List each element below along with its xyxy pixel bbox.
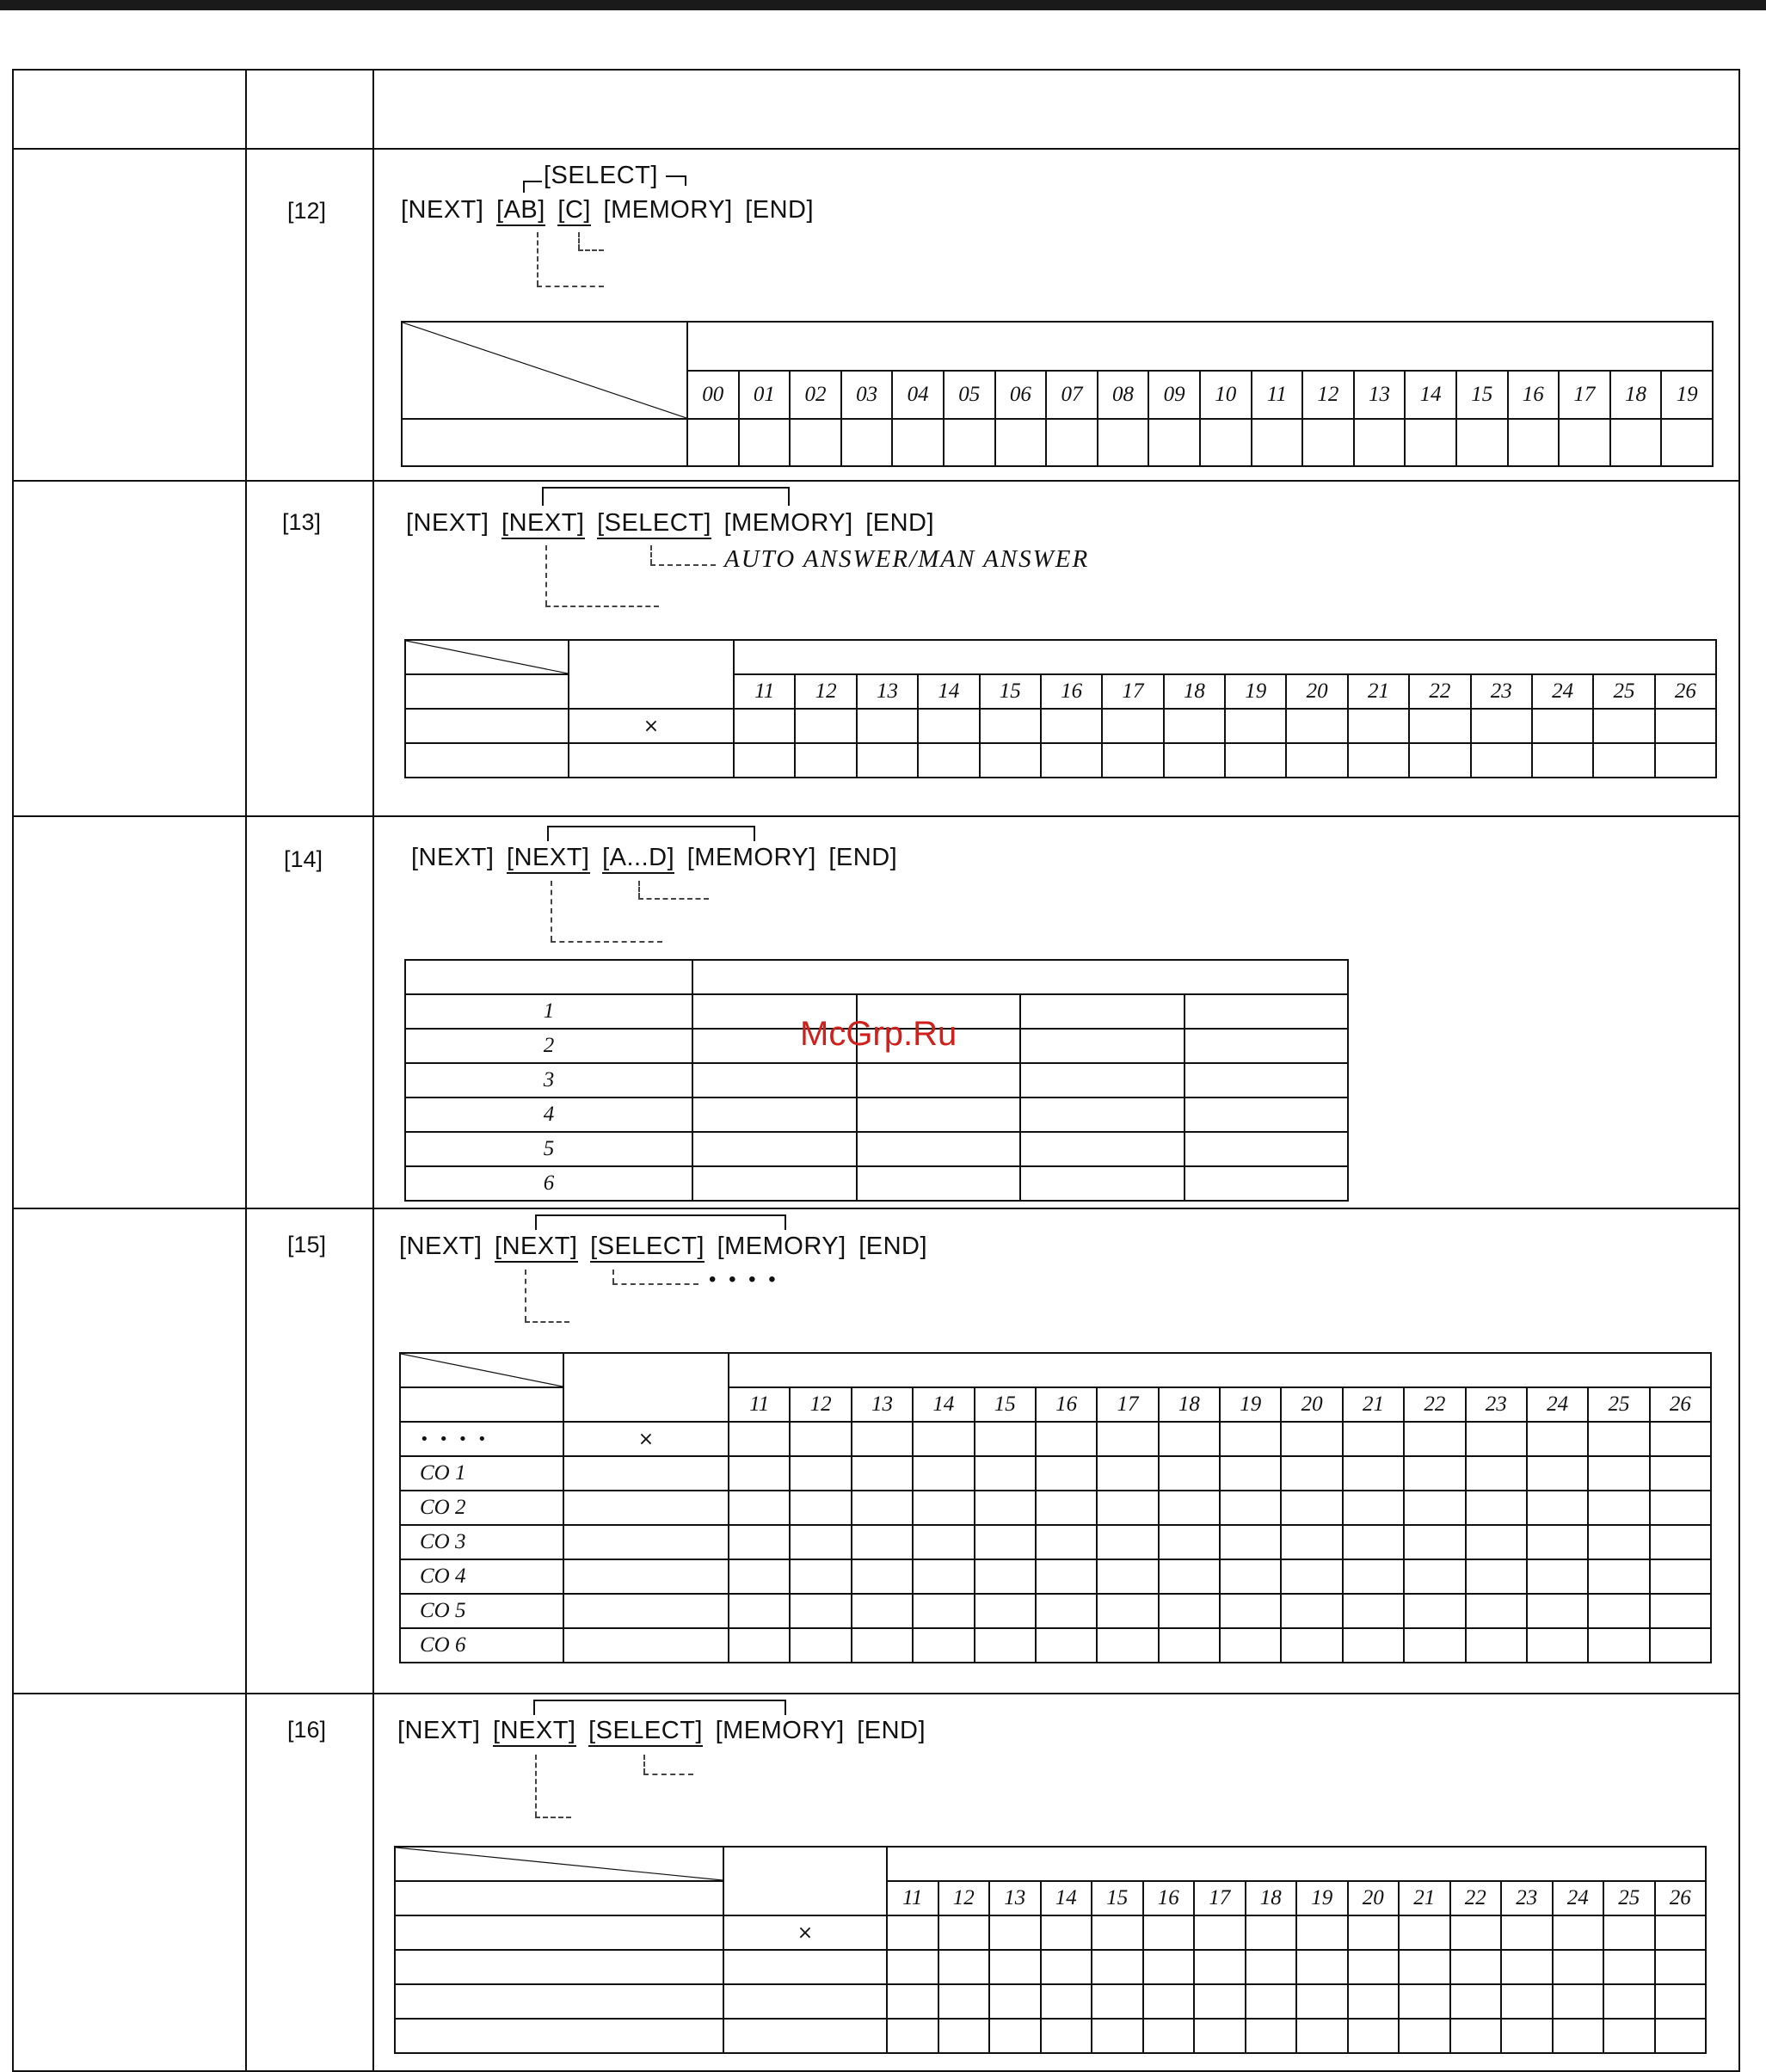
next-leader-v-14 (551, 881, 552, 941)
ab-leader-h (537, 286, 604, 287)
group-header-cell (692, 960, 1348, 994)
key-sequence-14 (411, 844, 902, 874)
col-header: 26 (1655, 1881, 1707, 1915)
key-memory: [MEMORY] (715, 1717, 845, 1744)
row-divider-14 (12, 1208, 1740, 1209)
col-header: 14 (1405, 371, 1456, 419)
key-sequence-12 (401, 196, 819, 226)
col-header: 24 (1553, 1881, 1604, 1915)
select-label-12: [SELECT] (544, 162, 658, 189)
row-label: CO 6 (400, 1628, 563, 1663)
loop-arrow-right-13 (788, 487, 790, 506)
key-c: [C] (557, 196, 591, 226)
diagonal-header-cell (395, 1847, 723, 1881)
table-row (395, 1950, 1706, 1984)
key-ab: [AB] (496, 196, 545, 226)
key-next: [NEXT] (411, 844, 495, 871)
col-header: 13 (852, 1387, 913, 1422)
key-end: [END] (745, 196, 815, 224)
header-cell (405, 674, 569, 709)
diagonal-header-cell (400, 1353, 563, 1387)
col-header: 20 (1348, 1881, 1400, 1915)
row-divider-13 (12, 815, 1740, 817)
header-cell (405, 960, 692, 994)
col-header: 16 (1036, 1387, 1097, 1422)
col-header: 18 (1246, 1881, 1297, 1915)
table-15 (399, 1352, 1712, 1663)
ad-leader-h-14 (638, 898, 709, 900)
row-divider-12 (12, 480, 1740, 482)
row-label: CO 2 (400, 1491, 563, 1525)
diagonal-header-cell (402, 322, 687, 419)
key-sequence-15 (399, 1233, 932, 1263)
table-row (405, 709, 1716, 743)
next-leader-h-13 (545, 606, 659, 607)
key-end: [END] (857, 1717, 926, 1744)
step-label-16: [16] (287, 1717, 327, 1743)
col-header: 17 (1559, 371, 1610, 419)
group-header-cell (887, 1847, 1706, 1881)
next-leader-v-13 (545, 545, 547, 606)
col-header: 02 (790, 371, 841, 419)
col-header: 25 (1593, 674, 1654, 709)
col-header: 19 (1296, 1881, 1348, 1915)
key-next: [NEXT] (493, 1717, 575, 1747)
key-select: [SELECT] (597, 509, 711, 539)
row-divider-15 (12, 1693, 1740, 1694)
select-leader-v-13 (650, 545, 652, 564)
table-row (395, 1984, 1706, 2019)
row-label: 4 (405, 1097, 692, 1132)
step-label-14: [14] (284, 846, 323, 872)
table-row (400, 1456, 1711, 1491)
table-16 (394, 1846, 1707, 2054)
col-header: 19 (1661, 371, 1713, 419)
key-sequence-13 (406, 509, 939, 539)
row-label: 5 (405, 1132, 692, 1166)
col-header: 11 (1252, 371, 1303, 419)
select-leader-v-16 (643, 1755, 645, 1774)
header-row-divider (12, 148, 1740, 150)
col-header: 15 (1456, 371, 1508, 419)
select-bracket-right (666, 175, 685, 177)
col-header: 16 (1041, 674, 1102, 709)
row-label-cell (402, 419, 687, 466)
header-cell (563, 1353, 729, 1422)
col-header: 21 (1343, 1387, 1404, 1422)
default-mark: × (569, 709, 734, 743)
loop-arrow-left-16 (533, 1700, 535, 1715)
step-label-15: [15] (287, 1232, 327, 1257)
step-label-12: [12] (287, 198, 327, 224)
loop-arrow-left-13 (542, 487, 544, 506)
col-header: 19 (1220, 1387, 1281, 1422)
default-mark: × (723, 1915, 887, 1950)
table-row (402, 419, 1713, 466)
col-header: 22 (1450, 1881, 1502, 1915)
loop-arrow-left-14 (547, 826, 549, 841)
col-header: 19 (1225, 674, 1286, 709)
row-label: 1 (405, 994, 692, 1029)
col-header: 21 (1348, 674, 1409, 709)
header-cell (395, 1881, 723, 1915)
col-header: 08 (1098, 371, 1149, 419)
col-header: 21 (1399, 1881, 1450, 1915)
key-memory: [MEMORY] (686, 844, 816, 871)
col-header: 12 (795, 674, 856, 709)
row-label: CO 5 (400, 1594, 563, 1628)
col-header: 11 (887, 1881, 938, 1915)
step-label-13: [13] (282, 509, 322, 535)
table-row (405, 1132, 1348, 1166)
key-memory: [MEMORY] (723, 509, 853, 537)
col-header: 20 (1286, 674, 1347, 709)
col-header: 01 (739, 371, 791, 419)
col-header: 11 (734, 674, 795, 709)
col-header: 14 (913, 1387, 974, 1422)
col-header: 20 (1281, 1387, 1342, 1422)
col-header: 18 (1159, 1387, 1220, 1422)
loop-arrow-right-14 (754, 826, 755, 841)
row-label: 6 (405, 1166, 692, 1201)
next-leader-v-15 (525, 1270, 526, 1321)
table-row (400, 1491, 1711, 1525)
col-header: 24 (1527, 1387, 1588, 1422)
key-sequence-16 (397, 1717, 931, 1747)
key-memory: [MEMORY] (603, 196, 733, 224)
column-header-row-16 (395, 1881, 1706, 1915)
col-header: 10 (1200, 371, 1252, 419)
col-header: 18 (1164, 674, 1225, 709)
key-next: [NEXT] (399, 1233, 483, 1260)
key-end: [END] (858, 1233, 928, 1260)
select-leader-h-16 (643, 1774, 693, 1775)
col-header: 00 (687, 371, 739, 419)
group-header-cell (729, 1353, 1711, 1387)
col-header: 04 (892, 371, 944, 419)
col-header: 13 (989, 1881, 1041, 1915)
col-header: 09 (1148, 371, 1200, 419)
col-header: 22 (1404, 1387, 1465, 1422)
default-mark: × (563, 1422, 729, 1456)
loop-arrow-right-15 (785, 1214, 786, 1230)
col-header: 14 (1041, 1881, 1092, 1915)
table-row (405, 1063, 1348, 1097)
table-14 (404, 959, 1349, 1202)
loop-arrow-top-15 (535, 1214, 785, 1216)
loop-arrow-right-16 (785, 1700, 786, 1715)
group-header-cell (687, 322, 1713, 371)
col-header: 16 (1508, 371, 1560, 419)
table-12 (401, 321, 1714, 467)
row-label: CO 3 (400, 1525, 563, 1559)
row-label: CO 4 (400, 1559, 563, 1594)
select-leader-h-13 (650, 564, 716, 566)
col-header: 26 (1650, 1387, 1711, 1422)
next-leader-h-15 (525, 1321, 569, 1323)
col-header: 16 (1143, 1881, 1195, 1915)
col-header: 12 (790, 1387, 851, 1422)
top-rule (0, 0, 1766, 10)
select-options-dots-15: • • • • (709, 1268, 779, 1291)
c-leader-v (578, 232, 580, 249)
table-row (405, 1097, 1348, 1132)
row-label: • • • • (400, 1422, 563, 1456)
col-header: 06 (995, 371, 1047, 419)
select-bracket-left-tick (523, 181, 525, 193)
table-row (400, 1594, 1711, 1628)
ad-leader-v-14 (638, 881, 640, 898)
table-row (405, 1166, 1348, 1201)
table-row (400, 1628, 1711, 1663)
key-end: [END] (828, 844, 898, 871)
table-row (395, 1915, 1706, 1950)
key-next: [NEXT] (501, 509, 584, 539)
loop-arrow-left-15 (535, 1214, 537, 1230)
next-leader-h-14 (551, 941, 662, 943)
col-header: 23 (1501, 1881, 1553, 1915)
col-header: 23 (1466, 1387, 1527, 1422)
table-row (395, 2019, 1706, 2053)
select-leader-v-15 (612, 1270, 614, 1283)
key-a-d: [A...D] (602, 844, 674, 874)
col-header: 24 (1532, 674, 1593, 709)
watermark: McGrp.Ru (800, 1015, 957, 1053)
header-cell (723, 1847, 887, 1915)
ab-leader-v (537, 232, 538, 286)
group-header-cell (734, 640, 1716, 674)
key-next: [NEXT] (495, 1233, 577, 1263)
row-label: CO 1 (400, 1456, 563, 1491)
col-header: 12 (1302, 371, 1354, 419)
loop-arrow-top-16 (533, 1700, 785, 1701)
key-next: [NEXT] (401, 196, 484, 224)
col-header: 15 (980, 674, 1041, 709)
col-header: 05 (944, 371, 995, 419)
col-header: 26 (1655, 674, 1716, 709)
col-header: 25 (1603, 1881, 1655, 1915)
key-next: [NEXT] (507, 844, 589, 874)
next-leader-h-16 (535, 1817, 571, 1818)
col-header: 12 (938, 1881, 990, 1915)
table-row (400, 1559, 1711, 1594)
key-next: [NEXT] (397, 1717, 481, 1744)
select-leader-h-15 (612, 1283, 698, 1285)
col-header: 23 (1471, 674, 1532, 709)
col-header: 17 (1097, 1387, 1158, 1422)
col-header: 25 (1588, 1387, 1649, 1422)
column-divider-1 (245, 69, 247, 2072)
col-header: 15 (975, 1387, 1036, 1422)
col-header: 18 (1610, 371, 1662, 419)
col-header: 13 (1354, 371, 1406, 419)
loop-arrow-top-13 (542, 487, 788, 489)
select-bracket-left (523, 181, 542, 182)
key-end: [END] (865, 509, 935, 537)
table-row (405, 743, 1716, 778)
select-options-note-13: AUTO ANSWER/MAN ANSWER (724, 545, 1090, 573)
col-header: 22 (1409, 674, 1470, 709)
select-bracket-right-tick (685, 175, 686, 186)
col-header: 17 (1194, 1881, 1246, 1915)
header-cell (569, 640, 734, 709)
col-header: 03 (841, 371, 893, 419)
table-row (400, 1422, 1711, 1456)
key-select: [SELECT] (588, 1717, 703, 1747)
row-label: 3 (405, 1063, 692, 1097)
key-memory: [MEMORY] (717, 1233, 846, 1260)
table-row (400, 1525, 1711, 1559)
col-header: 17 (1102, 674, 1163, 709)
col-header: 14 (918, 674, 979, 709)
key-next: [NEXT] (406, 509, 489, 537)
col-header: 13 (857, 674, 918, 709)
key-select: [SELECT] (590, 1233, 705, 1263)
col-header: 11 (729, 1387, 790, 1422)
next-leader-v-16 (535, 1755, 537, 1817)
col-header: 07 (1046, 371, 1098, 419)
column-divider-2 (372, 69, 374, 2072)
table-13 (404, 639, 1717, 778)
c-leader-h (578, 249, 604, 251)
loop-arrow-top-14 (547, 826, 754, 827)
row-label: 2 (405, 1029, 692, 1063)
col-header: 15 (1092, 1881, 1143, 1915)
diagonal-header-cell (405, 640, 569, 674)
header-cell (400, 1387, 563, 1422)
